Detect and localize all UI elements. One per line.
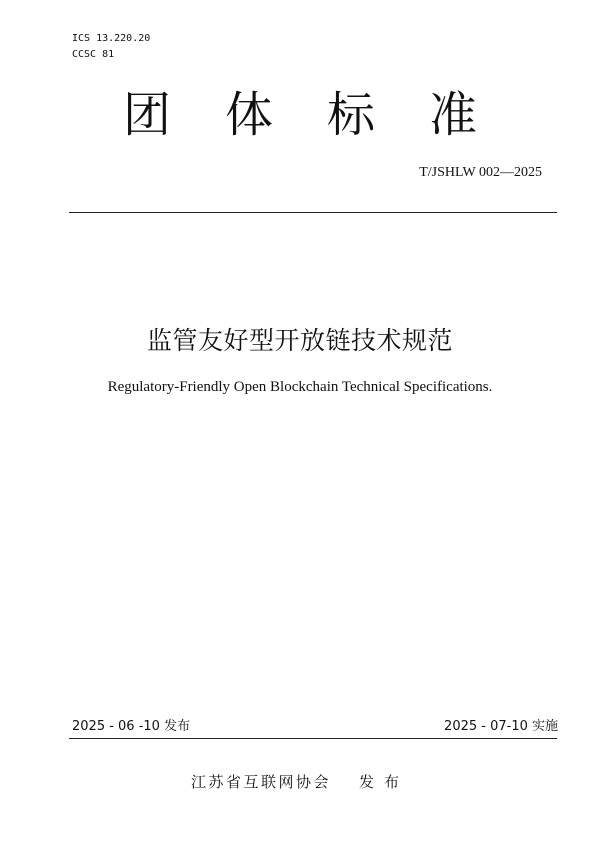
standard-title-english: Regulatory-Friendly Open Blockchain Technical Specifications.: [107, 379, 493, 395]
document-type-title: 团体标准: [122, 87, 531, 143]
bottom-divider: [69, 738, 557, 739]
ics-code: ICS 13.220.20: [72, 33, 151, 44]
ccsc-code: CCSC 81: [72, 49, 115, 60]
issue-action: 发布: [359, 773, 410, 791]
standard-number: T/JSHLW 002—2025: [419, 165, 542, 180]
issuing-organization: 江苏省互联网协会: [190, 773, 331, 791]
top-divider: [69, 212, 557, 213]
issuer-line: [0, 772, 600, 792]
standard-title-chinese: 监管友好型开放链技术规范: [146, 326, 453, 355]
classification-codes: [72, 31, 150, 63]
publication-date: 2025 - 06 -10 发布: [72, 719, 191, 734]
implementation-date: 2025 - 07-10 实施: [444, 719, 558, 734]
